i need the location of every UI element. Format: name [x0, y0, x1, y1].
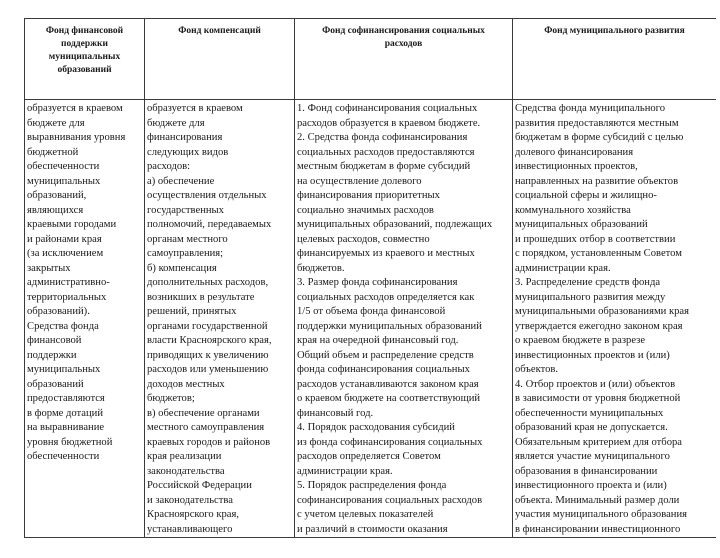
- text-line: расходов определяется Советом: [297, 451, 441, 462]
- text-line: муниципального развития между: [515, 291, 666, 303]
- text-line: объектов.: [515, 364, 559, 375]
- text-line: Средства фонда: [27, 320, 99, 332]
- text-line: бюджетам в форме субсидий с целью: [515, 132, 684, 143]
- text-line: административно-: [27, 277, 110, 288]
- text-line: муниципальных образований, подлежащих: [297, 219, 493, 230]
- text-line: бюджете для: [147, 117, 205, 129]
- header-financial-support-fund: [25, 19, 145, 100]
- header-line: Фонд софинансирования социальных: [322, 26, 485, 36]
- text-line: местным бюджетам в форме субсидий: [297, 161, 471, 172]
- text-line: образуется в краевом: [27, 103, 123, 114]
- text-line: образования в финансировании: [515, 465, 658, 477]
- text-line: закрытых: [27, 262, 71, 274]
- header-row: [25, 19, 717, 100]
- text-line: расходов или уменьшению: [147, 364, 269, 375]
- text-line: и прошедших отбор в соответствии: [515, 233, 676, 245]
- text-line: решений, принятых: [147, 306, 237, 317]
- text-line: Общий объем и распределение средств: [297, 349, 474, 361]
- funds-table: [24, 18, 716, 538]
- text-line: осуществления отдельных: [147, 190, 267, 201]
- text-line: развития предоставляются местным: [515, 117, 679, 129]
- text-line: муниципальными образованиями края: [515, 306, 689, 317]
- text-line: Красноярского края,: [147, 509, 240, 520]
- text-line: полномочий, передаваемых: [147, 219, 272, 230]
- text-line: устанавливающего: [147, 523, 233, 535]
- text-line: объекта. Минимальный размер доли: [515, 494, 680, 506]
- text-line: краевых городов и районов: [147, 436, 271, 448]
- text-line: муниципальных: [27, 364, 101, 375]
- text-line: 5. Порядок распределения фонда: [297, 480, 447, 491]
- text-line: образований,: [27, 190, 87, 201]
- text-line: приводящих к увеличению: [147, 349, 269, 361]
- text-line: расходов образуется в краевом бюджете.: [297, 117, 481, 129]
- text-line: является участие муниципального: [515, 451, 670, 462]
- text-line: 2. Средства фонда софинансирования: [297, 132, 468, 143]
- text-line: фонда софинансирования социальных: [297, 364, 470, 375]
- text-line: и районами края: [27, 233, 102, 245]
- text-line: направленных на развитие объектов: [515, 175, 679, 187]
- text-line: государственных: [147, 204, 224, 216]
- text-line: финансирования: [147, 132, 223, 143]
- text-line: 4. Порядок расходования субсидий: [297, 422, 455, 433]
- text-line: края на очередной финансовый год.: [297, 335, 459, 346]
- text-line: территориальных: [27, 291, 107, 303]
- text-line: 4. Отбор проектов и (или) объектов: [515, 378, 676, 390]
- text-line: самоуправления;: [147, 248, 224, 259]
- text-line: администрации края.: [515, 262, 611, 274]
- text-line: долевого финансирования: [515, 146, 634, 158]
- text-line: законодательства: [147, 465, 225, 477]
- text-line: предоставляются: [27, 393, 105, 404]
- header-line: Фонд муниципального развития: [544, 26, 685, 36]
- header-line: Фонд компенсаций: [178, 26, 261, 36]
- text-line: бюджете для: [27, 117, 85, 129]
- text-line: (за исключением: [27, 248, 104, 259]
- text-line: финансовый год.: [297, 407, 374, 419]
- header-municipal-development-fund: [513, 19, 717, 100]
- text-line: Обязательным критерием для отбора: [515, 436, 682, 448]
- header-line: образований: [57, 65, 112, 75]
- text-line: образований).: [27, 306, 90, 317]
- cell-financial-support-fund: [25, 100, 145, 538]
- text-line: финансируемых из краевого и местных: [297, 248, 475, 259]
- text-line: Российской Федерации: [147, 480, 252, 491]
- text-line: уровня бюджетной: [27, 436, 113, 448]
- text-line: и различий в стоимости оказания: [297, 523, 448, 535]
- text-line: органам местного: [147, 233, 228, 245]
- cell-cofinancing-fund: [295, 100, 513, 538]
- text-line: с учетом целевых показателей: [297, 509, 434, 520]
- text-line: обеспеченности: [27, 451, 100, 462]
- text-line: расходов устанавливаются законом края: [297, 378, 479, 390]
- text-line: б) компенсация: [147, 262, 217, 274]
- text-line: целевых расходов, совместно: [297, 233, 430, 245]
- text-line: 1/5 от объема фонда финансовой: [297, 306, 446, 317]
- header-line: расходов: [384, 39, 423, 49]
- text-line: участия муниципального образования: [515, 509, 687, 520]
- text-line: в финансировании инвестиционного: [515, 523, 681, 535]
- text-line: обеспеченности: [27, 161, 100, 172]
- text-line: социальной сферы и жилищно-: [515, 190, 657, 201]
- text-line: с порядком, установленным Советом: [515, 248, 682, 259]
- text-line: и законодательства: [147, 494, 233, 506]
- text-line: социальных расходов предоставляются: [297, 146, 475, 158]
- text-line: краевыми городами: [27, 219, 117, 230]
- text-line: власти Красноярского края,: [147, 335, 272, 346]
- text-line: инвестиционных проектов,: [515, 161, 638, 172]
- text-line: края реализации: [147, 451, 222, 462]
- text-line: поддержки: [27, 349, 77, 361]
- text-line: муниципальных образований: [515, 219, 648, 230]
- text-line: Средства фонда муниципального: [515, 103, 666, 114]
- text-line: 1. Фонд софинансирования социальных: [297, 103, 478, 114]
- header-cofinancing-fund: [295, 19, 513, 100]
- text-line: органами государственной: [147, 320, 268, 332]
- text-line: о краевом бюджете на соответствующий: [297, 393, 481, 404]
- text-line: социальных расходов определяется как: [297, 291, 475, 303]
- header-line: Фонд финансовой: [45, 26, 124, 36]
- cell-compensation-fund: [145, 100, 295, 538]
- text-line: обеспеченности муниципальных: [515, 407, 664, 419]
- cell-municipal-development-fund: [513, 100, 717, 538]
- text-line: утверждается ежегодно законом края: [515, 320, 683, 332]
- text-line: на выравнивание: [27, 422, 105, 433]
- text-line: инвестиционных проектов и (или): [515, 349, 670, 361]
- text-line: в) обеспечение органами: [147, 407, 260, 419]
- text-line: софинансирования социальных расходов: [297, 494, 483, 506]
- text-line: бюджетов;: [147, 393, 195, 404]
- header-line: поддержки: [61, 39, 108, 49]
- text-line: образований: [27, 378, 84, 390]
- text-line: расходов:: [147, 161, 191, 172]
- header-line: муниципальных: [48, 52, 121, 62]
- text-line: являющихся: [27, 204, 84, 216]
- header-compensation-fund: [145, 19, 295, 100]
- text-line: финансирования приоритетных: [297, 190, 440, 201]
- text-line: образуется в краевом: [147, 103, 243, 114]
- text-line: бюджетной: [27, 146, 79, 158]
- body-row: [25, 100, 717, 538]
- text-line: дополнительных расходов,: [147, 277, 269, 288]
- text-line: инвестиционного проекта и (или): [515, 480, 667, 491]
- text-line: финансовой: [27, 335, 82, 346]
- text-line: из фонда софинансирования социальных: [297, 436, 483, 448]
- text-line: доходов местных: [147, 378, 225, 390]
- text-line: местного самоуправления: [147, 422, 265, 433]
- text-line: выравнивания уровня: [27, 132, 126, 143]
- text-line: о краевом бюджете в разрезе: [515, 335, 646, 346]
- text-line: следующих видов: [147, 146, 229, 158]
- text-line: возникших в результате: [147, 291, 255, 303]
- text-line: 3. Размер фонда софинансирования: [297, 277, 458, 288]
- text-line: а) обеспечение: [147, 175, 215, 187]
- text-line: 3. Распределение средств фонда: [515, 277, 661, 288]
- text-line: образований края не допускается.: [515, 422, 668, 433]
- document-page: [24, 18, 716, 558]
- text-line: в зависимости от уровня бюджетной: [515, 393, 681, 404]
- text-line: в форме дотаций: [27, 407, 104, 419]
- text-line: бюджетов.: [297, 262, 345, 274]
- text-line: коммунального хозяйства: [515, 204, 631, 216]
- text-line: поддержки муниципальных образований: [297, 320, 482, 332]
- text-line: на осуществление долевого: [297, 175, 422, 187]
- text-line: администрации края.: [297, 465, 393, 477]
- text-line: социально значимых расходов: [297, 204, 434, 216]
- text-line: муниципальных: [27, 175, 101, 187]
